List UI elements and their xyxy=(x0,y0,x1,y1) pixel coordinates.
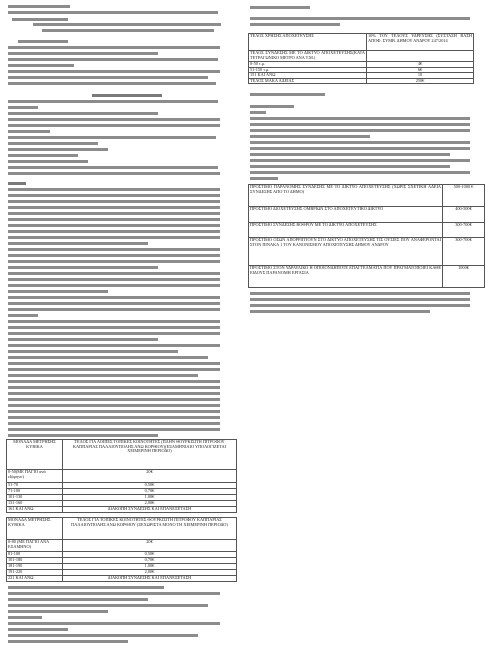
text-line xyxy=(8,118,220,121)
text-line xyxy=(8,224,220,227)
text-line xyxy=(8,640,128,643)
penalty-label-cell: ΠΡΟΣΤΙΜΟ ΠΑΡΑΝΟΜΗΣ ΣΥΝΔΕΣΗΣ ΜΕ ΤΟ ΔΙΚΤΥΟ ΑΠΟΧΕΤΕΥΣΗΣ (ΧΩΡΙΣ ΣΧΕΤΙΚΗ ΑΔΕΙΑ ΣΥΝΔΕΣΗΣ ΑΠΟ ΤΟ ΔΗΜΟ) xyxy=(249,185,443,207)
text-line xyxy=(250,105,294,108)
table-row xyxy=(249,51,474,62)
fee-value-cell: 10 xyxy=(367,73,474,79)
text-line xyxy=(8,172,220,175)
value-cell: ΔΙΑΚΟΠΗ ΣΥΝΔΕΣΗΣ ΚΑΙ ΕΠΑΝΕΞΕΤΑΣΗ xyxy=(63,576,237,582)
text-line xyxy=(92,94,162,97)
text-line xyxy=(8,344,220,347)
text-line xyxy=(8,404,220,407)
text-line xyxy=(8,314,38,317)
text-line xyxy=(8,194,220,197)
text-line xyxy=(8,368,220,371)
value-cell: 0,50€ xyxy=(63,483,237,489)
value-cell: 20€ xyxy=(63,540,237,552)
text-line xyxy=(250,6,310,9)
text-line xyxy=(8,248,220,251)
text-line xyxy=(8,160,88,163)
text-line xyxy=(8,46,220,49)
text-line xyxy=(8,302,220,305)
area-fee-table-2 xyxy=(6,517,237,582)
range-cell: 161 ΚΑΙ ΑΝΩ xyxy=(7,507,63,513)
fee-value-cell: 10% ΤΟΥ ΤΕΛΟΥΣ ΥΔΡΕΥΣΗΣ (ΣΥΣΤΑΣΗ ΒΑΣΗ ΑΠΟΦ. ΣΥΜΒ. ΔΗΜΟΥ ΑΝΔΡΟΥ 247/2014 xyxy=(367,34,474,51)
text-line xyxy=(8,106,38,109)
text-line xyxy=(8,52,158,55)
text-line xyxy=(8,112,158,115)
text-line xyxy=(250,23,340,26)
text-line xyxy=(8,598,148,601)
text-line xyxy=(250,159,470,162)
text-line xyxy=(8,290,108,293)
text-line xyxy=(250,17,470,20)
text-line xyxy=(8,64,74,67)
text-line xyxy=(8,188,220,191)
text-line xyxy=(8,11,218,14)
range-cell: 101-130 xyxy=(7,495,63,501)
table-row xyxy=(249,238,485,266)
fee-label-cell: ΤΕΛΟΣ ΣΥΝΔΕΣΗΣ ΜΕ ΤΟ ΔΙΚΤΥΟ ΑΠΟΧΕΤΕΥΣΗΣ(ΚΑΤΑ ΤΕΤΡΑΓΩΝΙΚΟ ΜΕΤΡΟ ΑΝΑ Τ.Μ.) xyxy=(250,50,365,60)
fee-label-cell: 51-150 τ.μ. xyxy=(249,67,367,73)
range-cell: 221 ΚΑΙ ΑΝΩ xyxy=(7,576,63,582)
text-line xyxy=(8,266,158,269)
text-line xyxy=(250,292,470,295)
penalty-label-cell: ΠΡΟΣΤΙΜΟ ΣΤΟΝ ΥΔΡΑΥΛΙΚΟ Η ΟΠΟΙΟΝΔΗΠΟΤΕ ΕΠΑΓΓΕΛΜΑΤΙΑ ΠΟΥ ΠΡΑΓΜΑΤΟΠΟΙΕΙ ΚΑΘΕ ΕΙΔΟΥΣ ΠΑΡΑΝΟΜΗ ΕΡΓΑΣΙΑ xyxy=(249,266,443,288)
text-line xyxy=(8,236,220,239)
text-line xyxy=(8,136,216,139)
header-unit-cell: ΜΟΝΑΔΑ ΜΕΤΡΗΣΗΣ ΚΥΒΙΚΑ xyxy=(7,518,63,540)
table-row xyxy=(249,185,485,207)
text-line xyxy=(8,326,220,329)
text-line xyxy=(8,386,220,389)
text-line xyxy=(8,338,158,341)
table-header-row xyxy=(7,518,237,540)
fee-label-cell: 151 ΚΑΙ ΑΝΩ xyxy=(249,73,367,79)
text-line xyxy=(8,212,220,215)
text-line xyxy=(250,147,470,150)
text-line xyxy=(250,111,266,114)
text-line xyxy=(8,374,198,377)
range-cell: 71-100 xyxy=(7,489,63,495)
text-line xyxy=(8,142,98,145)
text-line xyxy=(8,218,220,221)
text-line xyxy=(8,166,218,169)
text-line xyxy=(42,29,214,32)
sewage-fee-table xyxy=(248,33,474,84)
text-line xyxy=(8,130,50,133)
text-line xyxy=(8,296,220,299)
table-row xyxy=(249,34,474,51)
range-cell: 0-80 (ΜΕ ΠΑΓΙΟ ΑΝΑ ΕΞΑΜΗΝΟ) xyxy=(7,540,63,552)
fee-label-cell: ΤΕΛΟΣ ΜΑΚΑ ΑΔΕΙΑΣ xyxy=(249,78,367,84)
penalty-amount-cell: 300-700€ xyxy=(443,223,485,238)
fee-value-cell: 6€ xyxy=(367,67,474,73)
text-line xyxy=(8,76,208,79)
text-line xyxy=(8,272,220,275)
text-line xyxy=(8,278,220,281)
text-line xyxy=(250,117,470,120)
penalty-amount-cell: 1000€ xyxy=(443,266,485,288)
range-cell: 131-160 xyxy=(7,501,63,507)
value-cell: 1,00€ xyxy=(63,564,237,570)
range-cell: 81-100 xyxy=(7,552,63,558)
range-cell: 51-70 xyxy=(7,483,63,489)
text-line xyxy=(8,70,220,73)
text-line xyxy=(33,23,221,26)
area-fee-table-1 xyxy=(6,439,237,513)
text-line xyxy=(8,434,158,437)
text-line xyxy=(250,153,450,156)
text-line xyxy=(8,362,220,365)
text-line xyxy=(8,356,208,359)
text-line xyxy=(8,320,220,323)
value-cell: 2,00€ xyxy=(63,501,237,507)
value-cell: 20€ xyxy=(63,470,237,483)
text-line xyxy=(8,100,218,103)
text-line xyxy=(8,604,208,607)
text-line xyxy=(8,616,42,619)
text-line xyxy=(8,610,108,613)
text-line xyxy=(8,410,220,413)
text-line xyxy=(8,82,216,85)
text-line xyxy=(8,398,220,401)
text-line xyxy=(8,148,108,151)
value-cell: 1,00€ xyxy=(63,495,237,501)
range-cell: 191-220 xyxy=(7,570,63,576)
text-line xyxy=(8,58,218,61)
table-row xyxy=(249,223,485,238)
text-line xyxy=(8,380,220,383)
table-row xyxy=(7,507,237,513)
text-line xyxy=(250,171,470,174)
text-line xyxy=(8,242,148,245)
value-cell: 0,70€ xyxy=(63,558,237,564)
fee-value-cell xyxy=(367,51,474,62)
text-line xyxy=(18,40,68,43)
text-line xyxy=(8,230,220,233)
table-header-row xyxy=(7,440,237,470)
text-line xyxy=(8,260,220,263)
penalty-amount-cell: 500-1000 € xyxy=(443,185,485,207)
fee-label-cell: 0-50 τ.μ. xyxy=(249,62,367,68)
table-row xyxy=(7,470,237,483)
text-line xyxy=(8,622,220,625)
text-line xyxy=(8,182,26,185)
text-line xyxy=(8,586,164,589)
text-line xyxy=(250,304,470,307)
text-line xyxy=(250,123,470,126)
header-fee-cell: ΤΕΛΟΣ ΓΙΑ ΛΟΙΠΕΣ ΤΟΠΙΚΕΣ ΚΟΙΝΟΤΗΤΕΣ (ΠΛΗΝ ΘΟΥΡΚΙΣΙΤΗ ΠΙΤΡΟΦΟΥ ΚΑΠΠΑΡΙΑΣ ΠΑΛΑΙΟΥΠΟΛΗΣ ΑΝΩ ΚΟΡΘΙΟΥ)(ΕΞΑΜΗΝΙΑΙΟ ΥΠΟΛΟΓΙΖΕΤΑΙ ΧΕΙΜΕΡΙΝΗ ΠΕΡΙΟΔΟ) xyxy=(63,440,237,470)
text-line xyxy=(250,93,325,96)
text-line xyxy=(8,392,220,395)
text-line xyxy=(8,200,220,203)
value-cell: 0,50€ xyxy=(63,552,237,558)
penalty-amount-cell: 300-700€ xyxy=(443,238,485,266)
text-line xyxy=(8,592,220,595)
value-cell: ΔΙΑΚΟΠΗ ΣΥΝΔΕΣΗΣ ΚΑΙ ΕΠΑΝΕΞΕΤΑΣΗ xyxy=(63,507,237,513)
fee-label-cell: ΤΕΛΟΣ ΧΡΗΣΗΣ ΑΠΟΧΕΤΕΥΣΗΣ xyxy=(249,34,367,51)
text-line xyxy=(8,206,220,209)
text-line xyxy=(8,5,70,8)
text-line xyxy=(8,332,220,335)
table-row xyxy=(249,266,485,288)
text-line xyxy=(8,422,220,425)
text-line xyxy=(8,284,220,287)
table-row xyxy=(249,207,485,223)
text-line xyxy=(8,416,220,419)
text-line xyxy=(250,129,470,132)
text-line xyxy=(250,310,430,313)
range-cell: 101-180 xyxy=(7,558,63,564)
value-cell: 0,70€ xyxy=(63,489,237,495)
text-line xyxy=(8,634,198,637)
penalty-table xyxy=(248,184,485,288)
text-line xyxy=(8,254,220,257)
text-line xyxy=(8,628,68,631)
penalty-label-cell: ΠΡΟΣΤΙΜΟ ΔΙΟΧΕΤΕΥΣΗΣ ΟΜΒΡΙΩΝ ΣΤΟ ΑΠΟΧΕΤΕΥΤΙΚΟ ΔΙΚΤΥΟ xyxy=(249,207,443,223)
text-line xyxy=(8,350,178,353)
fee-value-cell: 250€ xyxy=(367,78,474,84)
text-line xyxy=(250,165,450,168)
range-cell: 0-50(ΜΕ ΠΑΓΙΟ ανά εξάμηνο) xyxy=(7,470,63,483)
text-line xyxy=(8,154,78,157)
text-line xyxy=(12,18,68,21)
text-line xyxy=(8,124,220,127)
text-line xyxy=(8,308,220,311)
text-line xyxy=(250,135,370,138)
text-line xyxy=(250,177,278,180)
penalty-amount-cell: 400-500€ xyxy=(443,207,485,223)
text-line xyxy=(8,428,220,431)
table-row xyxy=(249,78,474,84)
table-row xyxy=(7,576,237,582)
value-cell: 2,00€ xyxy=(63,570,237,576)
header-unit-cell: ΜΟΝΑΔΑ ΜΕΤΡΗΣΗΣ ΚΥΒΙΚΑ xyxy=(7,440,63,470)
header-fee-cell: ΤΕΛΟΣ ΓΙΑ ΤΟΠΙΚΕΣ ΚΟΙΝΟΤΗΤΕΣ ΘΟΥΡΚΙΣΙΤΗ ΠΙΤΡΟΦΟΥ ΚΑΠΠΑΡΙΑΣ ΠΑΛΑΙΟΥΠΟΛΗΣ ΑΝΩ ΚΟΡΘΙΟΥ (ΞΕΧΩΡΙΣΤΑ ΜΟΝΟ ΤΗ ΧΕΙΜΕΡΙΝΗ ΠΕΡΙΟΔΟ) xyxy=(63,518,237,540)
range-cell: 181-190 xyxy=(7,564,63,570)
text-line xyxy=(250,141,470,144)
penalty-label-cell: ΠΡΟΣΤΙΜΟ ΣΥΝΔΕΣΗΣ ΒΟΘΡΟΥ ΜΕ ΤΟ ΔΙΚΤΥΟ ΑΠΟΧΕΤΕΥΣΗΣ xyxy=(249,223,443,238)
penalty-label-cell: ΠΡΟΣΤΙΜΟ ΟΣΩΝ ΑΠΟΡΡΙΠΤΟΥΝ ΣΤΟ ΔΙΚΤΥΟ ΑΠΟΧΕΤΕΥΣΗΣ ΤΙΣ ΟΥΣΙΕΣ ΠΟΥ ΑΝΑΦΕΡΟΝΤΑΙ ΣΤΟΝ ΠΙΝΑΚΑ 1 ΤΟΥ ΚΑΝΟΝΙΣΜΟΥ ΑΠΟΧΕΤΕΥΣΗΣ ΔΗΜΟΥ ΑΝΔΡΟΥ xyxy=(249,238,443,266)
text-line xyxy=(250,298,470,301)
fee-value-cell: 4€ xyxy=(367,62,474,68)
table-row xyxy=(7,540,237,552)
